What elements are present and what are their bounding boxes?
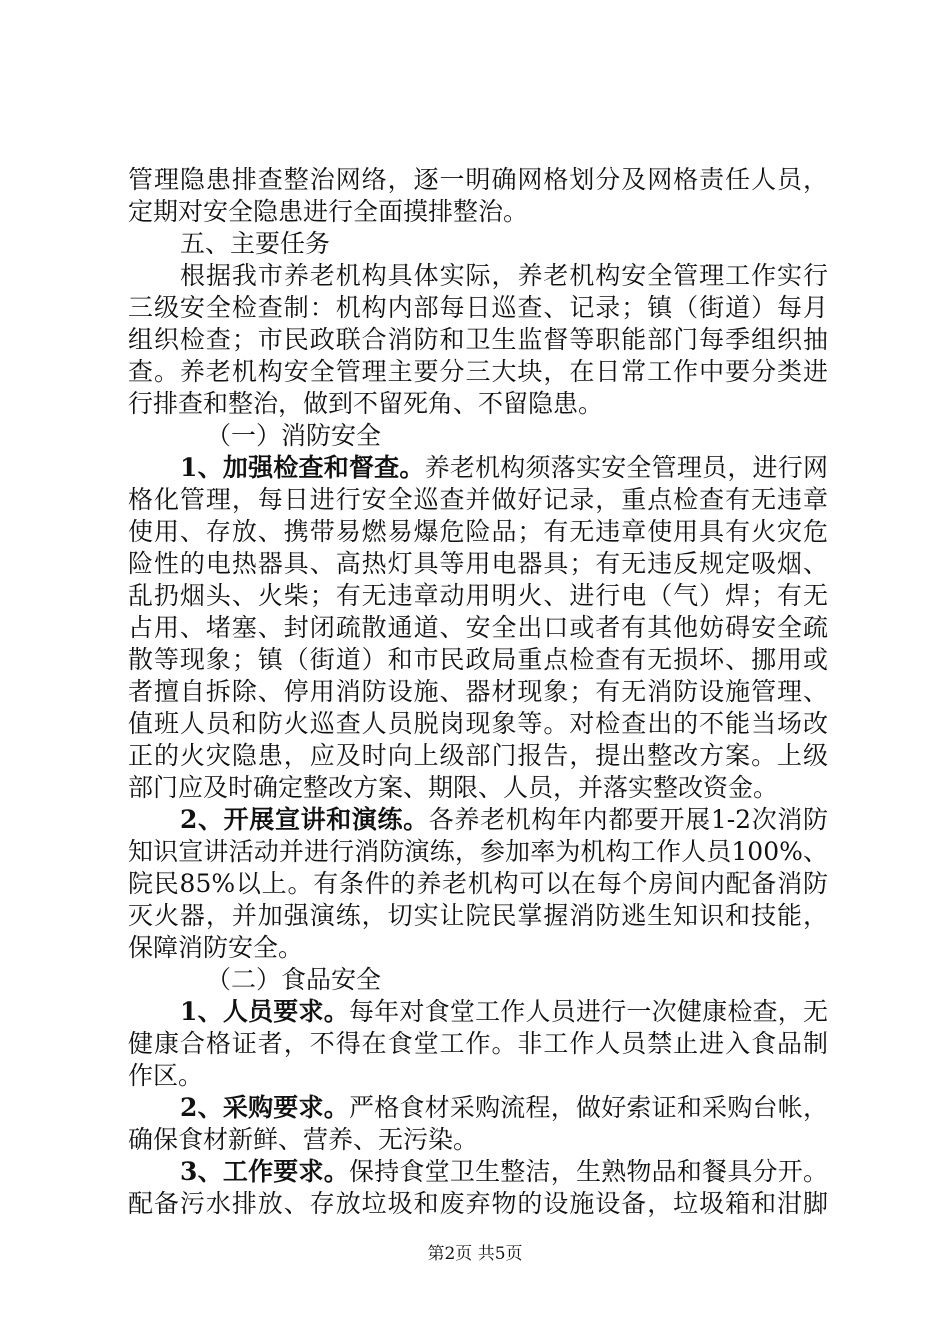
line-text: 确保食材新鲜、营养、无污染。 bbox=[128, 1125, 479, 1154]
line-text: 每年对食堂工作人员进行一次健康检查，无 bbox=[348, 997, 828, 1026]
text-line bbox=[128, 1156, 828, 1188]
item-heading: 2、开展宣讲和演练。 bbox=[180, 805, 429, 834]
text-line bbox=[128, 356, 828, 388]
line-text: 配备污水排放、存放垃圾和废弃物的设施设备，垃圾箱和泔脚 bbox=[128, 1189, 828, 1218]
item-heading: 1、加强检查和督查。 bbox=[180, 453, 425, 482]
text-line bbox=[128, 260, 828, 292]
text-line bbox=[128, 868, 828, 900]
line-text: 行排查和整治，做到不留死角、不留隐患。 bbox=[128, 389, 604, 418]
text-line bbox=[128, 772, 828, 804]
text-line bbox=[128, 996, 828, 1028]
item-heading: 2、采购要求。 bbox=[180, 1093, 349, 1122]
line-text: 各养老机构年内都要开展1-2次消防 bbox=[428, 805, 828, 834]
text-line bbox=[128, 964, 828, 996]
text-line bbox=[128, 1060, 828, 1092]
text-line bbox=[128, 420, 828, 452]
line-text: 值班人员和防火巡查人员脱岗现象等。对检查出的不能当场改 bbox=[128, 709, 828, 738]
item-heading: 1、人员要求。 bbox=[180, 997, 349, 1026]
text-line bbox=[128, 580, 828, 612]
text-line bbox=[128, 740, 828, 772]
line-text: 部门应及时确定整改方案、期限、人员，并落实整改资金。 bbox=[128, 773, 779, 802]
text-line bbox=[128, 804, 828, 836]
line-text: 散等现象；镇（街道）和市民政局重点检查有无损坏、挪用或 bbox=[128, 645, 828, 674]
line-text: 三级安全检查制：机构内部每日巡查、记录；镇（街道）每月 bbox=[128, 293, 828, 322]
line-text: 查。养老机构安全管理主要分三大块，在日常工作中要分类进 bbox=[128, 357, 828, 386]
line-text: 灭火器，并加强演练，切实让院民掌握消防逃生知识和技能， bbox=[128, 901, 828, 930]
line-text: 根据我市养老机构具体实际，养老机构安全管理工作实行 bbox=[180, 261, 828, 290]
line-text: 保持食堂卫生整洁，生熟物品和餐具分开。 bbox=[348, 1157, 828, 1186]
text-line bbox=[128, 644, 828, 676]
text-line bbox=[128, 612, 828, 644]
line-text: 险性的电热器具、高热灯具等用电器具；有无违反规定吸烟、 bbox=[128, 549, 828, 578]
text-line bbox=[128, 708, 828, 740]
text-line bbox=[128, 548, 828, 580]
text-line bbox=[128, 836, 828, 868]
line-text: （一）消防安全 bbox=[206, 421, 382, 450]
line-text: 院民85%以上。有条件的养老机构可以在每个房间内配备消防 bbox=[128, 869, 828, 898]
text-line bbox=[128, 452, 828, 484]
line-text: 组织检查；市民政联合消防和卫生监督等职能部门每季组织抽 bbox=[128, 325, 828, 354]
line-text: 定期对安全隐患进行全面摸排整治。 bbox=[128, 197, 529, 226]
line-text: 健康合格证者，不得在食堂工作。非工作人员禁止进入食品制 bbox=[128, 1029, 828, 1058]
text-line bbox=[128, 932, 828, 964]
line-text: 保障消防安全。 bbox=[128, 933, 304, 962]
text-line bbox=[128, 484, 828, 516]
text-line bbox=[128, 676, 828, 708]
text-line bbox=[128, 1124, 828, 1156]
text-line bbox=[128, 900, 828, 932]
line-text: 乱扔烟头、火柴；有无违章动用明火、进行电（气）焊；有无 bbox=[128, 581, 828, 610]
text-line bbox=[128, 292, 828, 324]
item-heading: 3、工作要求。 bbox=[180, 1157, 349, 1186]
line-text: 知识宣讲活动并进行消防演练，参加率为机构工作人员100%、 bbox=[128, 837, 828, 866]
line-text: 五、主要任务 bbox=[180, 229, 331, 258]
text-line bbox=[128, 196, 828, 228]
text-line bbox=[128, 1092, 828, 1124]
line-text: 格化管理，每日进行安全巡查并做好记录，重点检查有无违章 bbox=[128, 485, 828, 514]
line-text: 者擅自拆除、停用消防设施、器材现象；有无消防设施管理、 bbox=[128, 677, 828, 706]
line-text: 严格食材采购流程，做好索证和采购台帐， bbox=[348, 1093, 828, 1122]
text-line bbox=[128, 164, 828, 196]
line-text: 占用、堵塞、封闭疏散通道、安全出口或者有其他妨碍安全疏 bbox=[128, 613, 828, 642]
line-text: 正的火灾隐患，应及时向上级部门报告，提出整改方案。上级 bbox=[128, 741, 828, 770]
text-line bbox=[128, 516, 828, 548]
text-line bbox=[128, 324, 828, 356]
text-line bbox=[128, 228, 828, 260]
line-text: （二）食品安全 bbox=[206, 965, 382, 994]
page-footer: 第2页 共5页 bbox=[427, 1244, 523, 1264]
text-line bbox=[128, 1028, 828, 1060]
line-text: 使用、存放、携带易燃易爆危险品；有无违章使用具有火灾危 bbox=[128, 517, 828, 546]
line-text: 管理隐患排查整治网络，逐一明确网格划分及网格责任人员， bbox=[128, 165, 828, 194]
line-text: 养老机构须落实安全管理员，进行网 bbox=[424, 453, 828, 482]
line-text: 作区。 bbox=[128, 1061, 204, 1090]
text-line bbox=[128, 1188, 828, 1220]
text-line bbox=[128, 388, 828, 420]
document-body bbox=[128, 164, 828, 1220]
